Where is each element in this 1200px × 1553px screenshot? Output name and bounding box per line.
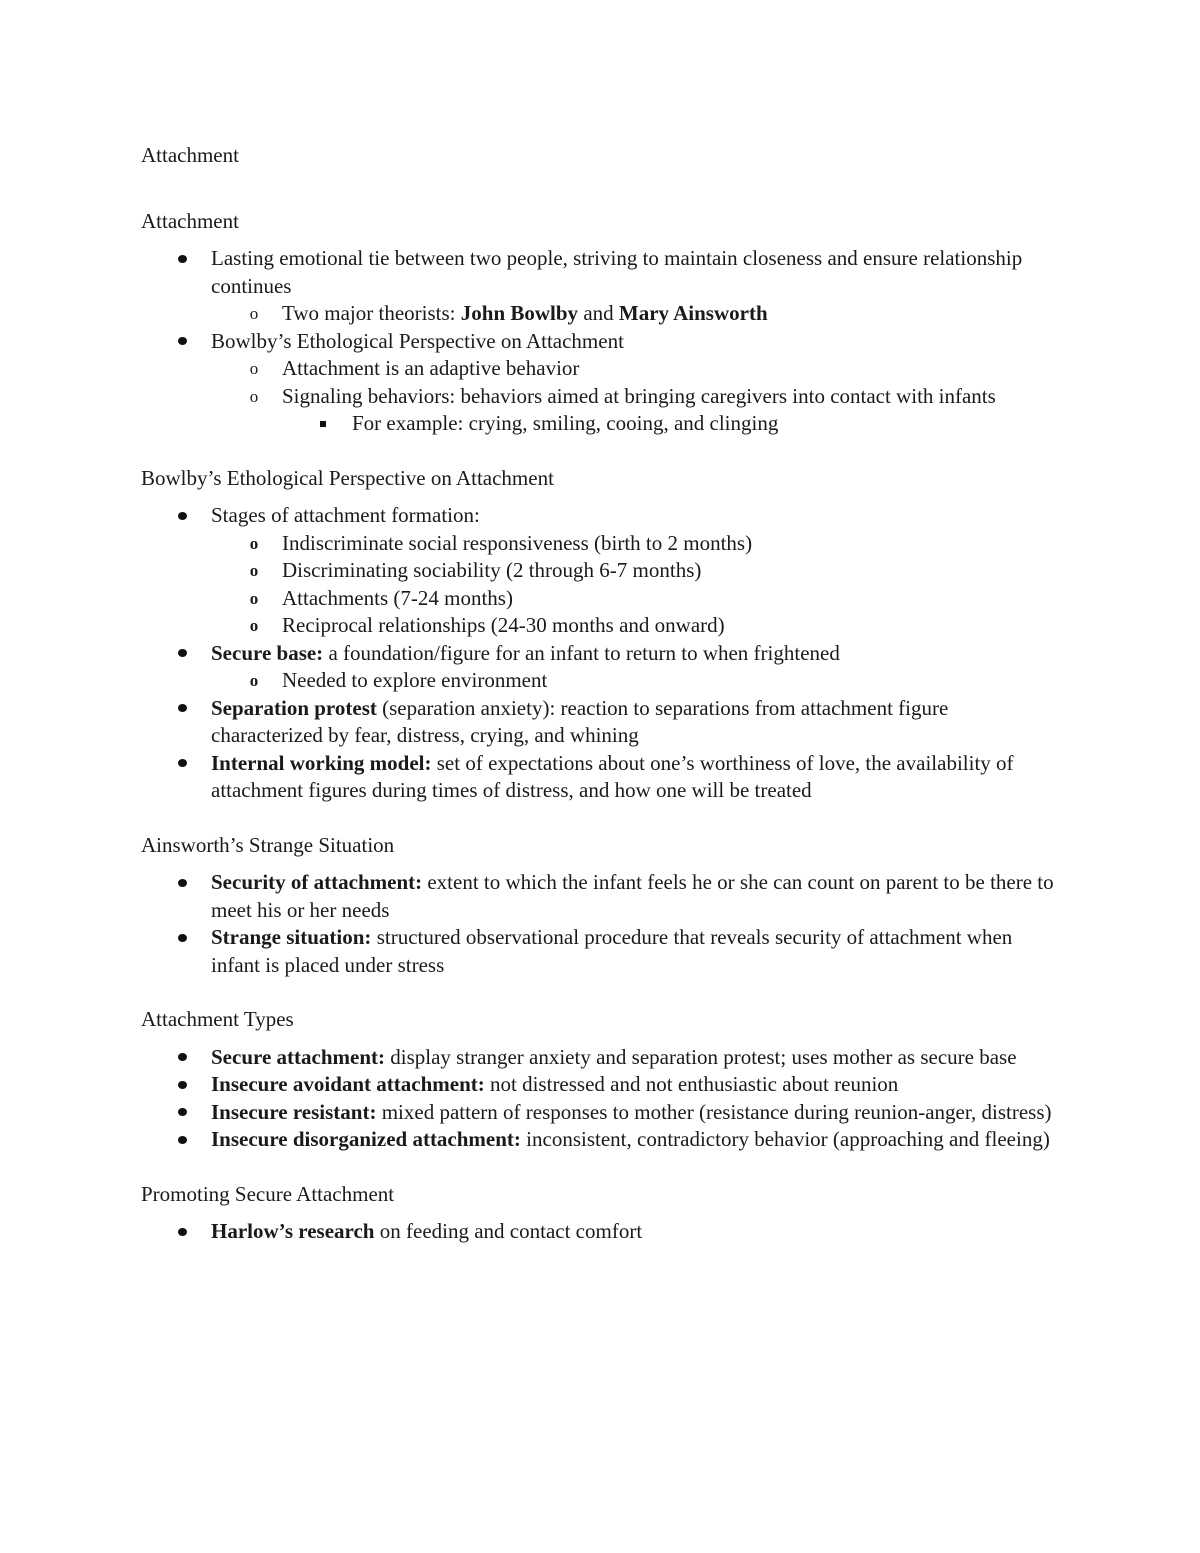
list-item xyxy=(141,1044,1061,1072)
document-body xyxy=(141,142,1061,1273)
term: Strange situation: xyxy=(211,925,372,949)
list-item-text: Two major theorists: xyxy=(282,301,461,325)
theorist-name: John Bowlby xyxy=(460,301,579,325)
bullet-dot-icon xyxy=(172,1218,192,1246)
list-item xyxy=(141,924,1061,979)
bullet-circle-icon: o xyxy=(249,359,259,378)
list-item-text: For example: crying, smiling, cooing, and clinging xyxy=(352,411,779,435)
list-item-text: Indiscriminate social responsiveness (birth to 2 months) xyxy=(282,530,753,555)
list-item xyxy=(141,640,1061,668)
list-item xyxy=(141,1218,1061,1246)
section-heading: Attachment Types xyxy=(141,1007,294,1031)
bullet-dot-icon xyxy=(172,924,192,952)
list-item xyxy=(141,328,1061,356)
document-title: Attachment xyxy=(141,143,239,167)
bullet-dot-icon xyxy=(172,1071,192,1099)
definition: display stranger anxiety and separation protest; uses mother as secure base xyxy=(384,1044,1017,1069)
list-item-text: Reciprocal relationships (24-30 months and onward) xyxy=(282,613,725,637)
bullet-dot-icon xyxy=(172,869,192,897)
bullet-list xyxy=(141,245,1061,438)
section-heading: Attachment xyxy=(141,208,239,233)
list-item xyxy=(141,585,1061,613)
section-bowlby-ethological xyxy=(141,465,1061,805)
bullet-dot-icon xyxy=(172,750,192,778)
section-strange-situation xyxy=(141,832,1061,980)
list-item xyxy=(141,1099,1061,1127)
bullet-dot-icon xyxy=(172,1099,192,1127)
list-item xyxy=(141,695,1061,750)
term: Secure base: xyxy=(211,640,324,665)
bullet-circle-icon: o xyxy=(249,533,259,553)
list-item xyxy=(141,612,1061,640)
list-item xyxy=(141,410,1061,438)
list-item xyxy=(141,502,1061,530)
definition: set of expectations about one’s worthiness of love, the availability of attachment figures during times of distress, and how one will be treated xyxy=(211,750,1014,802)
list-item-text: Bowlby’s Ethological Perspective on Attachment xyxy=(211,328,624,353)
list-item xyxy=(141,300,1061,328)
list-item xyxy=(141,530,1061,558)
section-heading: Bowlby’s Ethological Perspective on Attachment xyxy=(141,465,554,490)
list-item-text: Attachments (7-24 months) xyxy=(282,585,513,610)
bullet-circle-icon: o xyxy=(249,386,259,406)
bullet-dot-icon xyxy=(172,1126,192,1154)
section-attachment-types xyxy=(141,1006,1061,1154)
list-item xyxy=(141,1071,1061,1099)
list-item xyxy=(141,869,1061,924)
term: Secure attachment: xyxy=(211,1044,385,1069)
bullet-dot-icon xyxy=(172,245,192,273)
theorist-name: Mary Ainsworth xyxy=(618,301,768,325)
list-item-text: Stages of attachment formation: xyxy=(211,503,480,527)
definition: on feeding and contact comfort xyxy=(374,1219,643,1243)
list-item-text: Discriminating sociability (2 through 6-7 months) xyxy=(282,558,702,582)
bullet-list xyxy=(141,869,1061,979)
list-item xyxy=(141,383,1061,411)
term: Harlow’s research xyxy=(211,1219,375,1243)
list-item xyxy=(141,750,1061,805)
bullet-square-icon xyxy=(313,410,333,438)
bullet-dot-icon xyxy=(172,502,192,530)
section-attachment xyxy=(141,208,1061,438)
bullet-dot-icon xyxy=(172,695,192,723)
bullet-circle-icon: o xyxy=(249,671,259,690)
term: Insecure resistant: xyxy=(211,1099,377,1124)
definition: not distressed and not enthusiastic about reunion xyxy=(484,1072,899,1096)
section-heading: Promoting Secure Attachment xyxy=(141,1181,395,1206)
list-item xyxy=(141,1126,1061,1154)
bullet-list xyxy=(141,502,1061,805)
list-item-text: Signaling behaviors: behaviors aimed at bringing caregivers into contact with infants xyxy=(282,383,996,408)
list-item-text: and xyxy=(578,301,619,325)
bullet-list xyxy=(141,1044,1061,1154)
definition: inconsistent, contradictory behavior (approaching and fleeing) xyxy=(520,1127,1050,1151)
list-item xyxy=(141,355,1061,383)
bullet-circle-icon: o xyxy=(249,588,259,608)
term: Insecure disorganized attachment: xyxy=(211,1127,521,1151)
definition: extent to which the infant feels he or she can count on parent to be there to meet his or her needs xyxy=(211,870,1054,922)
section-heading: Ainsworth’s Strange Situation xyxy=(141,832,395,857)
bullet-circle-icon: o xyxy=(249,304,259,323)
definition: a foundation/figure for an infant to return to when frightened xyxy=(323,640,840,665)
bullet-circle-icon: o xyxy=(249,561,259,580)
bullet-dot-icon xyxy=(172,1044,192,1072)
list-item xyxy=(141,667,1061,695)
list-item xyxy=(141,557,1061,585)
section-promoting-secure-attachment xyxy=(141,1181,1061,1246)
list-item-text: Attachment is an adaptive behavior xyxy=(282,356,580,380)
bullet-circle-icon: o xyxy=(249,616,259,635)
bullet-dot-icon xyxy=(172,328,192,356)
term: Insecure avoidant attachment: xyxy=(211,1072,485,1096)
term: Separation protest xyxy=(211,695,377,720)
bullet-list xyxy=(141,1218,1061,1246)
term: Security of attachment: xyxy=(211,870,423,894)
term: Internal working model: xyxy=(211,750,432,775)
list-item-text: Needed to explore environment xyxy=(282,668,548,692)
list-item-text: Lasting emotional tie between two people, striving to maintain closeness and ensure relationship continues xyxy=(211,246,1023,298)
list-item xyxy=(141,245,1061,300)
bullet-dot-icon xyxy=(172,640,192,668)
definition: (separation anxiety): reaction to separations from attachment figure characterized by fear, distress, crying, and whining xyxy=(211,695,949,747)
definition: structured observational procedure that reveals security of attachment when infant is placed under stress xyxy=(211,925,1013,977)
definition: mixed pattern of responses to mother (resistance during reunion-anger, distress) xyxy=(376,1099,1052,1124)
